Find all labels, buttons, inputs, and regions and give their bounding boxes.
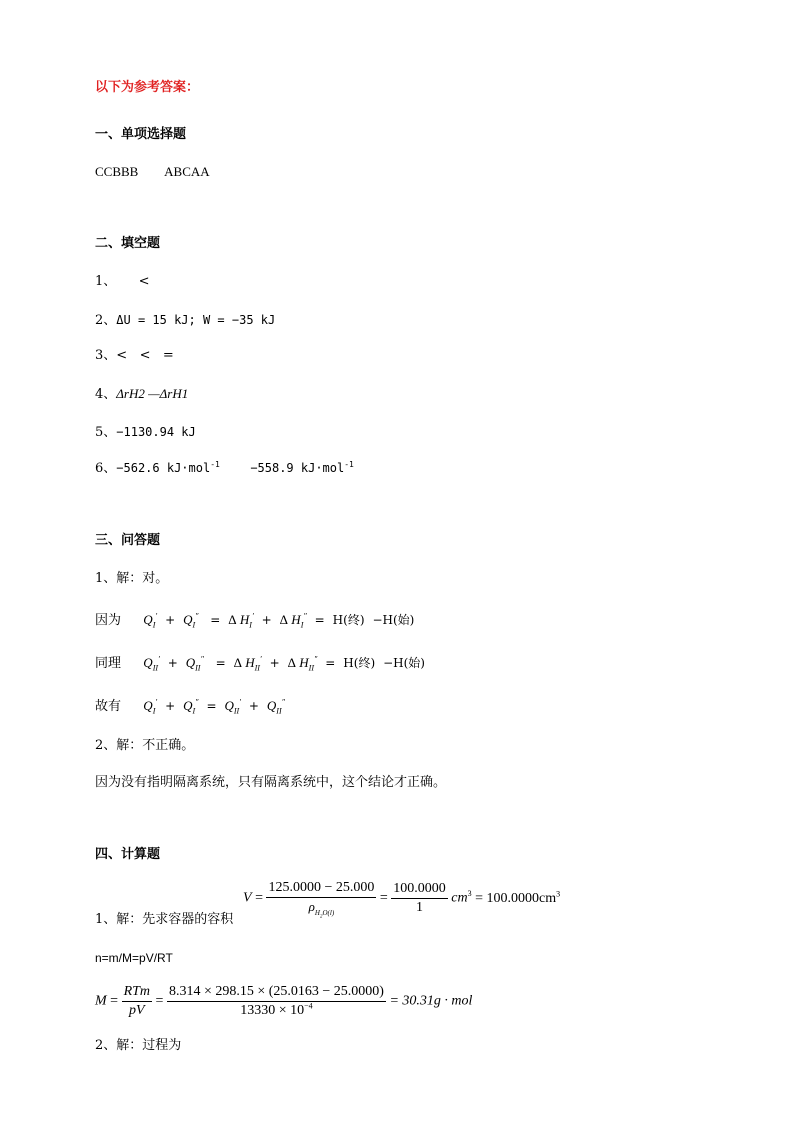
molar-mass-equation: M = $\frac{\text{RTm}}{pV}$ = $\frac{8.314 \times 298.15 \times (25.0163 - 25.0000)}{13330 \times 10^{-4}}$ = 30.31g · mol xyxy=(95,984,473,1018)
mass-fraction-2 xyxy=(167,984,386,1019)
volume-fraction-1 xyxy=(266,880,376,917)
fill-item-3 xyxy=(95,348,174,364)
volume-fraction-2 xyxy=(391,881,448,916)
section3-title: 三、问答题 xyxy=(95,533,161,548)
because-label: 因为 xyxy=(95,613,122,628)
volume-numerator: 125.0000 − 25.000 xyxy=(266,880,376,898)
h-start: H(始) xyxy=(393,656,425,670)
qa-answer-2: 2、解：不正确。 xyxy=(95,738,195,753)
mass-result: = 30.31g · mol xyxy=(389,993,473,1009)
similarly-label: 同理 xyxy=(95,656,122,671)
section1-title: 一、单项选择题 xyxy=(95,127,187,142)
similarly-line: 同理 $Q_{II}' + Q_{II}'' = \Delta$ $H_{II}' + \Delta$ $H_{II}'' = H$(终) −H(始) xyxy=(95,654,425,673)
q-dprime-i-2: $Q_I''$ xyxy=(183,697,199,716)
volume-equation: V = $\frac{125.0000 - 25.000}{\rho_{H_2O(l)}}$ = $\frac{100.0000}{1}$ $cm^3 = 100.0000cm^3$ xyxy=(243,880,561,919)
dh-dprime-ii: Δ $H_{II}''$ xyxy=(287,654,318,673)
answers-group-a: CCBBB xyxy=(95,164,139,179)
h-end: H(终) xyxy=(343,656,376,670)
section1-answers xyxy=(95,164,210,180)
item-value: < xyxy=(138,274,150,289)
volume-result: = $100.0000cm^3$ xyxy=(475,889,561,906)
item-exponent-b: -1 xyxy=(344,460,354,469)
q-prime-i-2: $Q_I'$ xyxy=(143,697,158,716)
mass-numerator-2: 8.314 × 298.15 × (25.0163 − 25.0000) xyxy=(167,984,386,1002)
section4-title: 四、计算题 xyxy=(95,847,161,862)
item-value-a: −562.6 kJ·mol xyxy=(116,461,211,475)
volume-numerator-2: 100.0000 xyxy=(391,881,448,899)
fill-item-1 xyxy=(95,274,149,290)
volume-denominator-2: 1 xyxy=(416,900,424,915)
volume-denominator: $\rho_{H_2O(l)}$ xyxy=(308,899,335,919)
q-prime-ii: $Q_{II}'$ xyxy=(143,654,160,673)
q-prime-ii-2: $Q_{II}'$ xyxy=(224,697,241,716)
fill-item-6 xyxy=(95,460,354,477)
because-line: 因为 $Q_I' + Q_I'' = \Delta$ $H_I' + \Delta$ $H_I'' = H$(终) −H(始) xyxy=(95,611,415,630)
therefore-line: 故有 $Q_I' + Q_I'' = Q_{II}' + Q_{II}''$ xyxy=(95,697,285,716)
item-exponent-a: -1 xyxy=(210,460,220,469)
fill-item-2 xyxy=(95,312,275,329)
dh-prime-ii: Δ $H_{II}'$ xyxy=(233,654,262,673)
mass-fraction-1 xyxy=(122,984,152,1019)
item-value-b: −558.9 kJ·mol xyxy=(250,461,345,475)
item-value-w: W = −35 kJ xyxy=(202,313,276,327)
item-value: < < = xyxy=(116,348,174,363)
item-number: 3、 xyxy=(95,348,117,363)
mass-denominator-2: $13330 \times 10^{-4}$ xyxy=(240,1001,313,1018)
qa-answer-2-reason: 因为没有指明隔离系统，只有隔离系统中，这个结论才正确。 xyxy=(95,775,447,790)
calc-step-2-label: 2、解：过程为 xyxy=(95,1038,182,1053)
qa-answer-1: 1、解：对。 xyxy=(95,571,169,586)
h-end: H(终) xyxy=(332,613,365,627)
item-number: 6、 xyxy=(95,461,117,476)
q-dprime-ii: $Q_{II}''$ xyxy=(185,654,204,673)
answers-group-b: ABCAA xyxy=(164,164,210,179)
mass-numerator-1: RTm xyxy=(122,984,152,1002)
item-number: 4、 xyxy=(95,387,117,402)
item-value: ΔrH2 —ΔrH1 xyxy=(116,386,189,401)
item-number: 5、 xyxy=(95,425,117,440)
q-dprime-i: $Q_I''$ xyxy=(183,611,199,630)
q-dprime-ii-2: $Q_{II}''$ xyxy=(266,697,285,716)
h-start: H(始) xyxy=(382,613,415,627)
calc-step-1-label: 1、解：先求容器的容积 xyxy=(95,912,234,927)
formula-n: n=m/M=pV/RT xyxy=(95,951,173,965)
mass-denominator-1: pV xyxy=(129,1003,145,1018)
dh-dprime-i: Δ $H_I''$ xyxy=(279,611,307,630)
fill-item-5 xyxy=(95,424,196,441)
dh-prime-i: Δ $H_I'$ xyxy=(228,611,254,630)
fill-item-4 xyxy=(95,386,188,403)
item-number: 2、 xyxy=(95,313,117,328)
item-value: −1130.94 kJ xyxy=(116,425,196,439)
item-number: 1、 xyxy=(95,274,117,289)
intro-heading: 以下为参考答案： xyxy=(95,80,200,95)
section2-title: 二、填空题 xyxy=(95,236,161,251)
q-prime-i: $Q_I'$ xyxy=(143,611,158,630)
therefore-label: 故有 xyxy=(95,699,122,714)
item-value-du: ΔU = 15 kJ; xyxy=(116,313,203,327)
